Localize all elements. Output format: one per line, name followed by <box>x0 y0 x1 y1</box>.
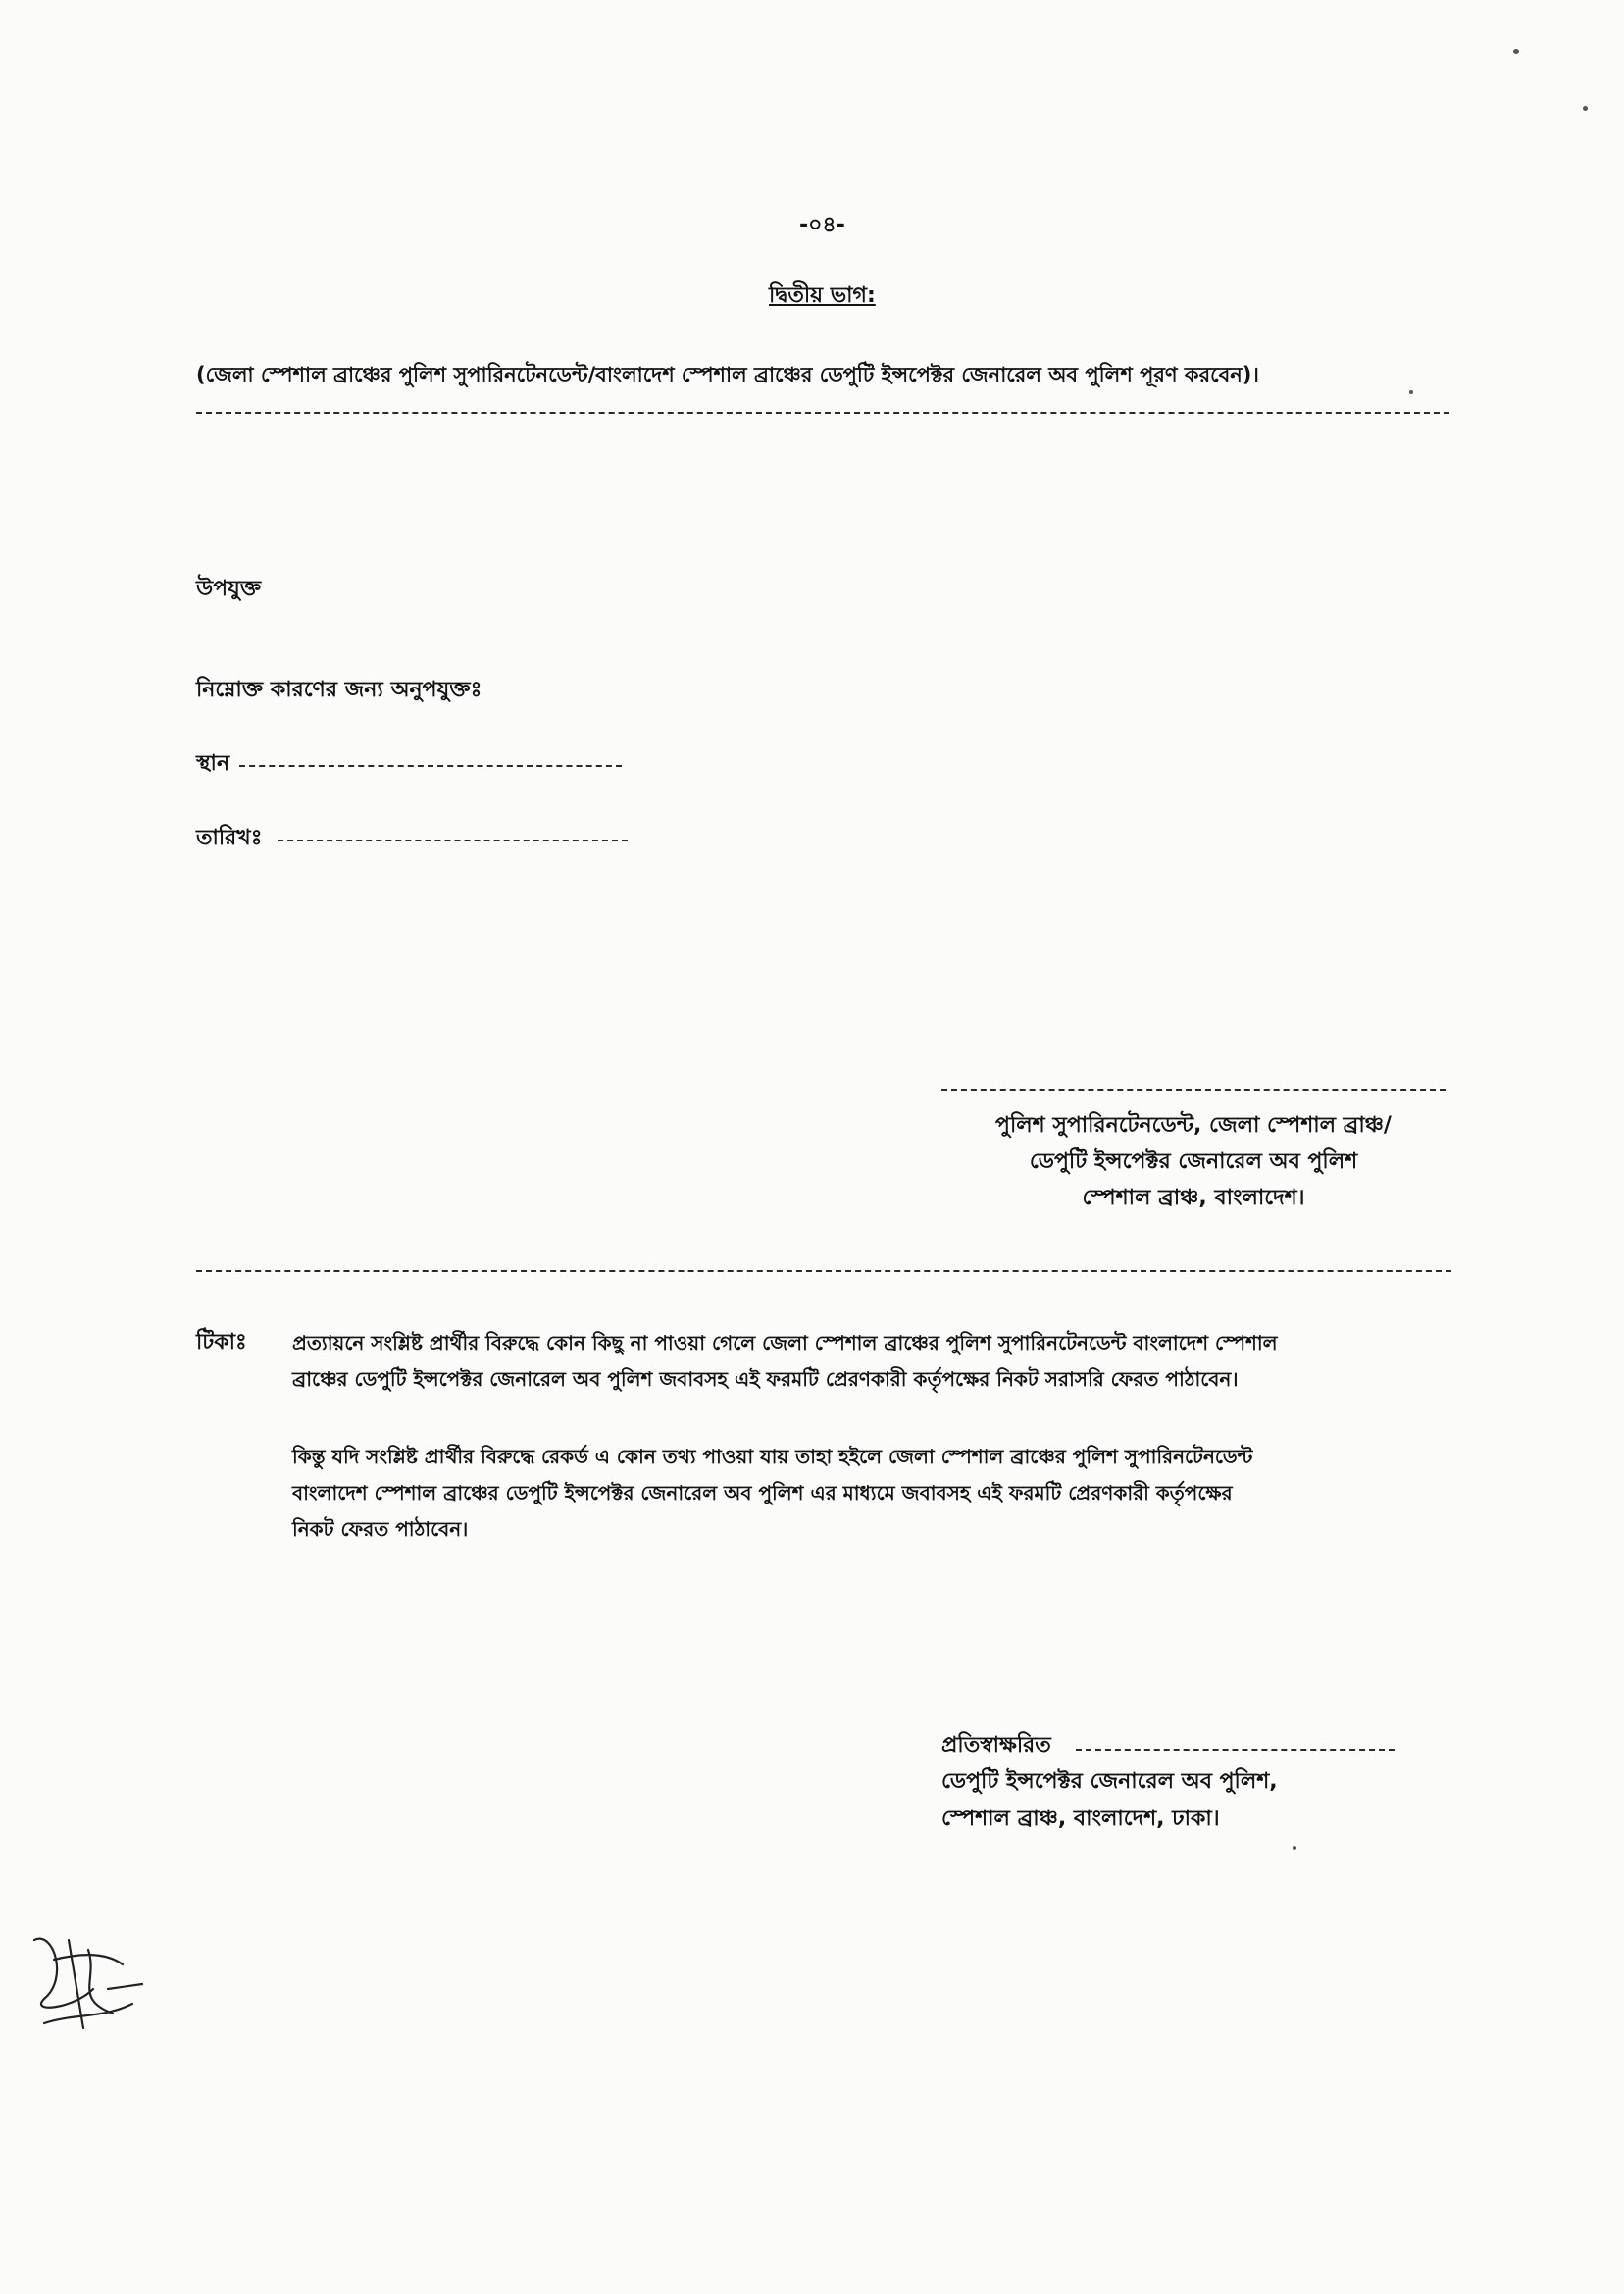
countersign-line-2: স্পেশাল ব্রাঞ্চ, বাংলাদেশ, ঢাকা। <box>941 1807 1220 1831</box>
note-para2-line3: নিকট ফেরত পাঠাবেন। <box>292 1517 469 1541</box>
scan-speck <box>1409 390 1413 394</box>
signature-line[interactable] <box>941 1089 1446 1091</box>
scan-speck <box>1513 49 1519 54</box>
note-para1-line1: প্রত্যায়নে সংশ্লিষ্ট প্রার্থীর বিরুদ্ধে কোন কিছু না পাওয়া গেলে জেলা স্পেশাল ব্রাঞ্চের পুলিশ সুপারিনটেনডেন্ট বাংলাদেশ স্পেশাল <box>292 1331 1278 1354</box>
date-line[interactable] <box>278 840 628 841</box>
signatory-line-3: স্পেশাল ব্রাঞ্চ, বাংলাদেশ। <box>1082 1186 1305 1210</box>
suitable-label: উপযুক্ত <box>196 577 262 601</box>
signatory-line-1: পুলিশ সুপারিনটেনডেন্ট, জেলা স্পেশাল ব্রাঞ্চ/ <box>995 1113 1392 1138</box>
page-number: -০৪- <box>799 213 845 237</box>
section-heading: দ্বিতীয় ভাগ: <box>769 283 876 308</box>
place-line[interactable] <box>239 765 622 767</box>
scan-speck <box>1293 1846 1296 1850</box>
date-label: তারিখঃ <box>196 826 263 850</box>
divider-bottom <box>196 1270 1451 1272</box>
note-para2-line2: বাংলাদেশ স্পেশাল ব্রাঞ্চের ডেপুটি ইন্সপেক্টর জেনারেল অব পুলিশ এর মাধ্যমে জবাবসহ এই ফরমটি প্রেরণকারী কর্তৃপক্ষের <box>292 1481 1233 1504</box>
divider-top <box>196 412 1449 414</box>
signatory-line-2: ডেপুটি ইন্সপেক্টর জেনারেল অব পুলিশ <box>1029 1149 1358 1174</box>
note-para1-line2: ব্রাঞ্চের ডেপুটি ইন্সপেক্টর জেনারেল অব পুলিশ জবাবসহ এই ফরমটি প্রেরণকারী কর্তৃপক্ষের নিকট সরাসরি ফেরত পাঠাবেন। <box>292 1367 1239 1391</box>
scan-speck <box>1583 106 1588 111</box>
countersign-label: প্রতিস্বাক্ষরিত <box>941 1733 1051 1758</box>
unsuitable-label: নিম্নোক্ত কারণের জন্য অনুপযুক্তঃ <box>196 678 482 702</box>
countersign-line[interactable] <box>1076 1749 1395 1751</box>
handwritten-signature <box>15 1920 152 2077</box>
countersign-line-1: ডেপুটি ইন্সপেক্টর জেনারেল অব পুলিশ, <box>941 1769 1278 1794</box>
instruction-text: (জেলা স্পেশাল ব্রাঞ্চের পুলিশ সুপারিনটেনডেন্ট/বাংলাদেশ স্পেশাল ব্রাঞ্চের ডেপুটি ইন্সপেক্টর জেনারেল অব পুলিশ পূরণ করবেন)। <box>196 363 1259 386</box>
note-para2-line1: কিন্তু যদি সংশ্লিষ্ট প্রার্থীর বিরুদ্ধে রেকর্ড এ কোন তথ্য পাওয়া যায় তাহা হইলে জেলা স্পেশাল ব্রাঞ্চের পুলিশ সুপারিনটেনডেন্ট <box>292 1445 1253 1468</box>
note-label: টিকাঃ <box>196 1330 247 1354</box>
place-label: স্থান <box>196 751 230 776</box>
